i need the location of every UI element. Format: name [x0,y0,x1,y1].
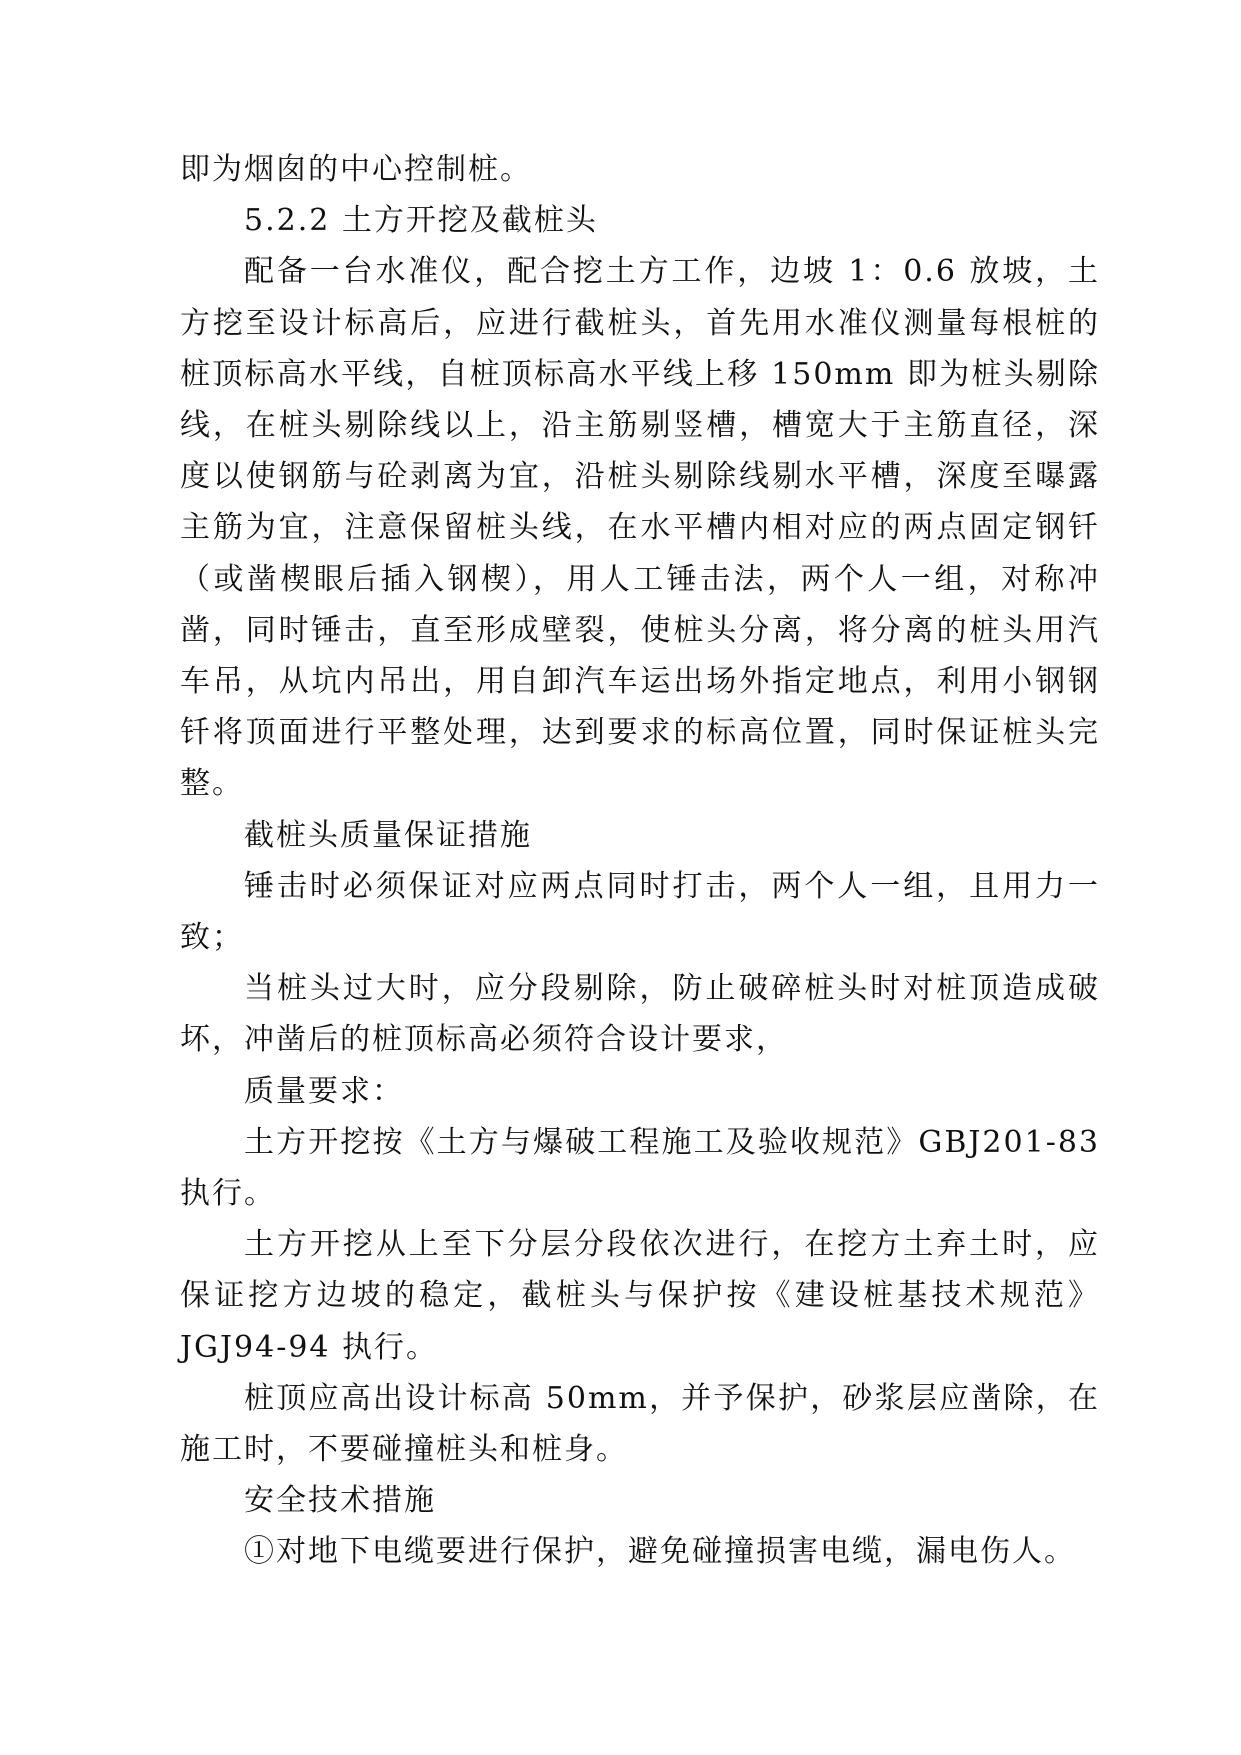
paragraph-safety-item-1: ①对地下电缆要进行保护，避免碰撞损害电缆，漏电伤人。 [244,1534,1076,1570]
paragraph-pile-head-too-large: 当桩头过大时，应分段剔除，防止破碎桩头时对桩顶造成破坏，冲凿后的桩顶标高必须符合设计要求， [180,971,1100,1058]
subheading-quality-requirements: 质量要求： [244,1073,404,1109]
subheading-safety-measures: 安全技术措施 [244,1483,436,1519]
paragraph-hammering: 锤击时必须保证对应两点同时打击，两个人一组，且用力一致； [180,868,1100,956]
document-page [180,144,1100,1578]
section-heading-5-2-2: 5.2.2 土方开挖及截桩头 [244,203,598,239]
subheading-pile-cutting-quality: 截桩头质量保证措施 [244,817,532,853]
paragraph-layered-excavation: 土方开挖从上至下分层分段依次进行，在挖方土弃土时，应保证挖方边坡的稳定，截桩头与保护按《建设桩基技术规范》JGJ94-94 执行。 [180,1227,1100,1365]
paragraph-pile-top-elevation: 桩顶应高出设计标高 50mm，并予保护，砂浆层应凿除，在施工时，不要碰撞桩头和桩身。 [180,1380,1100,1468]
paragraph-excavation-procedure: 配备一台水准仪，配合挖土方工作，边坡 1：0.6 放坡，土方挖至设计标高后，应进行截桩头，首先用水准仪测量每根桩的桩顶标高水平线，自桩顶标高水平线上移 150mm 即为桩头剔除线，在桩头剔除线以上，沿主筋剔竖槽，槽宽大于主筋直径，深度以使钢筋与砼剥离为宜，沿桩头剔除线剔水平槽，深度至曝露主筋为宜，注意保留桩头线，在水平槽内相对应的两点固定钢钎（或凿楔眼后插入钢楔），用人工锤击法，两个人一组，对称冲凿，同时锤击，直至形成壁裂，使桩头分离，将分离的桩头用汽车吊，从坑内吊出，用自卸汽车运出场外指定地点，利用小钢钢钎将顶面进行平整处理，达到要求的标高位置，同时保证桩头完整。 [180,254,1100,802]
paragraph-1: 即为烟囱的中心控制桩。 [180,152,532,187]
paragraph-excavation-standard: 土方开挖按《土方与爆破工程施工及验收规范》GBJ201-83执行。 [180,1124,1100,1212]
